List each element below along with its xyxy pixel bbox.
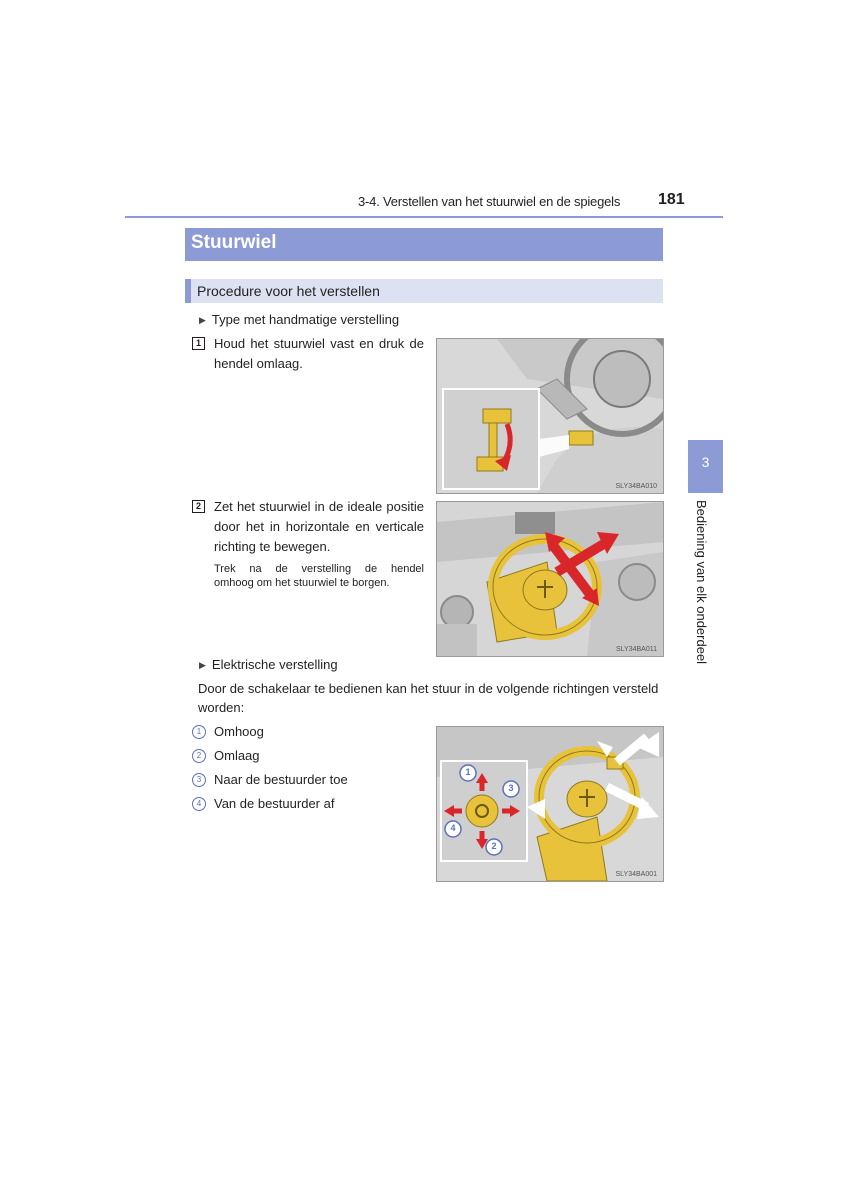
step-2-line-2: door het in horizontale en verticale bbox=[214, 519, 424, 534]
figure-callout-2: 2 bbox=[491, 841, 497, 851]
manual-type-bullet bbox=[199, 312, 399, 327]
direction-label-up: Omhoog bbox=[214, 724, 264, 739]
direction-label-down: Omlaag bbox=[214, 748, 260, 763]
circled-number-icon: 2 bbox=[192, 749, 206, 763]
electric-type-bullet bbox=[199, 657, 338, 672]
direction-label-away: Van de bestuurder af bbox=[214, 796, 335, 811]
chapter-tab-title: Bediening van elk onderdeel bbox=[694, 500, 709, 665]
electric-switch-illustration bbox=[437, 727, 663, 881]
circled-number-icon: 3 bbox=[192, 773, 206, 787]
figure-callout-4: 4 bbox=[450, 823, 456, 833]
page-number: 181 bbox=[658, 191, 685, 208]
figure-callout-3: 3 bbox=[508, 783, 514, 793]
step-2-line-3: richting te bewegen. bbox=[214, 539, 331, 554]
subsection-accent bbox=[185, 279, 191, 303]
figure-code: SLY34BA011 bbox=[616, 646, 657, 653]
step-number-icon: 2 bbox=[192, 500, 205, 513]
step-2-line-1: Zet het stuurwiel in de ideale positie bbox=[214, 499, 424, 514]
manual-wheel-illustration bbox=[437, 502, 663, 656]
direction-label-toward: Naar de bestuurder toe bbox=[214, 772, 348, 787]
step-1-line-2: hendel omlaag. bbox=[214, 356, 303, 371]
step-number-icon: 1 bbox=[192, 337, 205, 350]
circled-number-icon: 1 bbox=[192, 725, 206, 739]
manual-type-label: Type met handmatige verstelling bbox=[211, 312, 400, 327]
manual-lever-illustration bbox=[437, 339, 663, 493]
chapter-tab-number: 3 bbox=[701, 454, 710, 470]
figure-callout-1: 1 bbox=[465, 767, 471, 777]
step-2-note-line-2: omhoog om het stuurwiel te borgen. bbox=[214, 577, 390, 589]
header-rule bbox=[125, 216, 723, 218]
section-title: Stuurwiel bbox=[191, 232, 277, 253]
circled-number-icon: 4 bbox=[192, 797, 206, 811]
figure-manual-wheel bbox=[436, 501, 664, 657]
play-triangle-icon: ▶ bbox=[199, 315, 206, 325]
running-header-title: 3-4. Verstellen van het stuurwiel en de spiegels bbox=[358, 194, 621, 209]
step-1-line-1: Houd het stuurwiel vast en druk de bbox=[214, 336, 424, 351]
figure-electric-switch bbox=[436, 726, 664, 882]
electric-intro-line-2: worden: bbox=[198, 700, 245, 715]
play-triangle-icon: ▶ bbox=[199, 660, 206, 670]
step-2-note-line-1: Trek na de verstelling de hendel bbox=[214, 563, 424, 575]
subsection-title: Procedure voor het verstellen bbox=[197, 283, 380, 299]
figure-code: SLY34BA001 bbox=[615, 871, 657, 878]
figure-code: SLY34BA010 bbox=[615, 483, 657, 490]
figure-manual-lever bbox=[436, 338, 664, 494]
electric-type-label: Elektrische verstelling bbox=[211, 657, 338, 672]
electric-intro-line-1: Door de schakelaar te bedienen kan het stuur in de volgende richtingen versteld bbox=[198, 681, 659, 696]
